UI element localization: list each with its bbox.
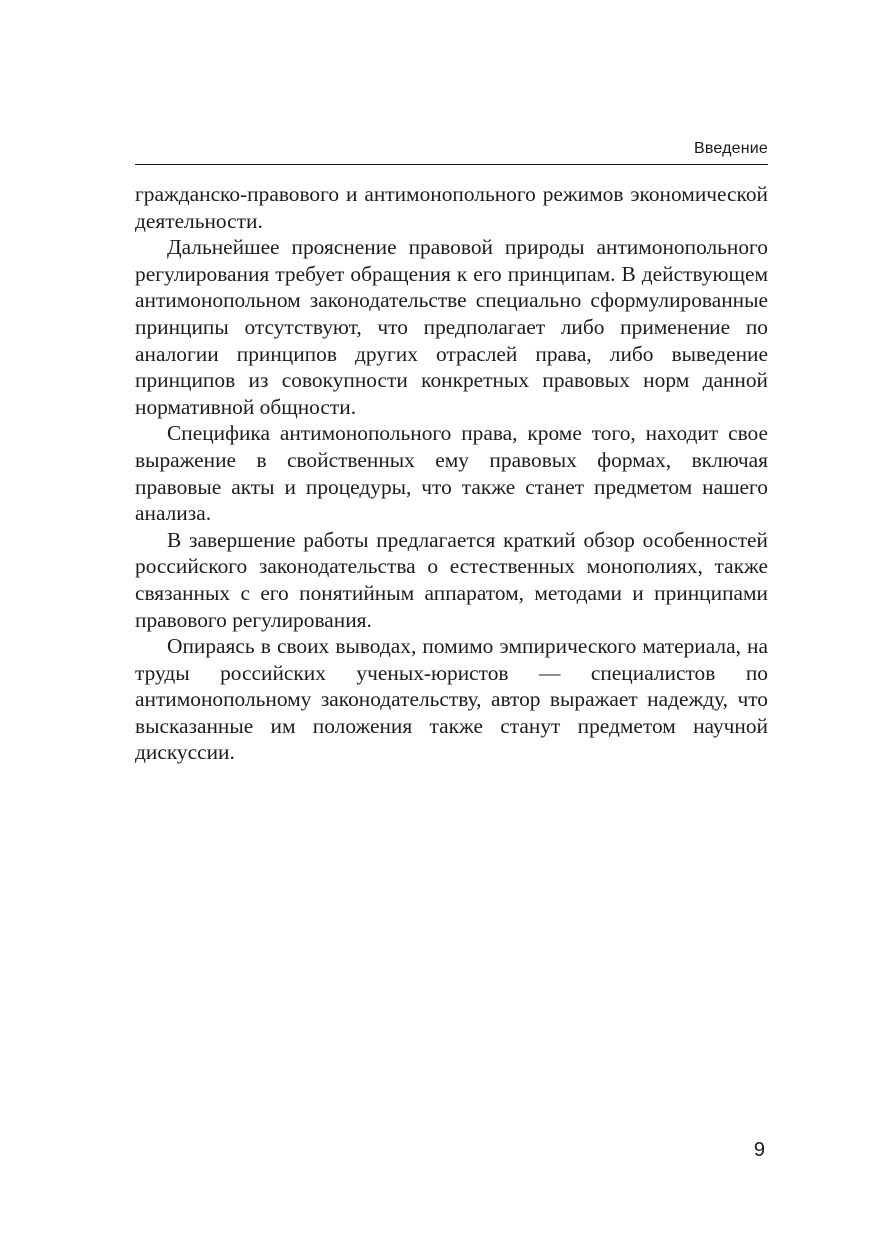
paragraph-2: Дальнейшее прояснение правовой природы антимонопольного регулирования требует обращения к его принципам. В действующем антимонопольном законодательстве специально сформулированные принципы отсутствуют, что предполагает либо применение по аналогии принципов других отраслей права, либо выведение принципов из совокупности конкретных правовых норм данной нормативной общности.	[135, 235, 768, 419]
paragraph-3: Специфика антимонопольного права, кроме того, находит свое выражение в свойственных ему правовых формах, включая правовые акты и процедуры, что также станет предметом нашего анализа.	[135, 421, 768, 526]
header-rule	[135, 164, 768, 165]
paragraph-5: Опираясь в своих выводах, помимо эмпирического материала, на труды российских ученых-юристов — специалистов по антимонопольному законодательству, автор выражает надежду, что высказанные им положения также станут предметом научной дискуссии.	[135, 634, 768, 765]
page-number: 9	[753, 1139, 765, 1161]
paragraph-4: В завершение работы предлагается краткий обзор особенностей российского законодательства о естественных монополиях, также связанных с его понятийным аппаратом, методами и принципами правового регулирования.	[135, 527, 768, 632]
running-head-title: Введение	[693, 140, 768, 157]
paragraph-1: гражданско-правового и антимонопольного режимов экономической деятельности.	[135, 182, 768, 233]
main-text	[135, 181, 768, 766]
